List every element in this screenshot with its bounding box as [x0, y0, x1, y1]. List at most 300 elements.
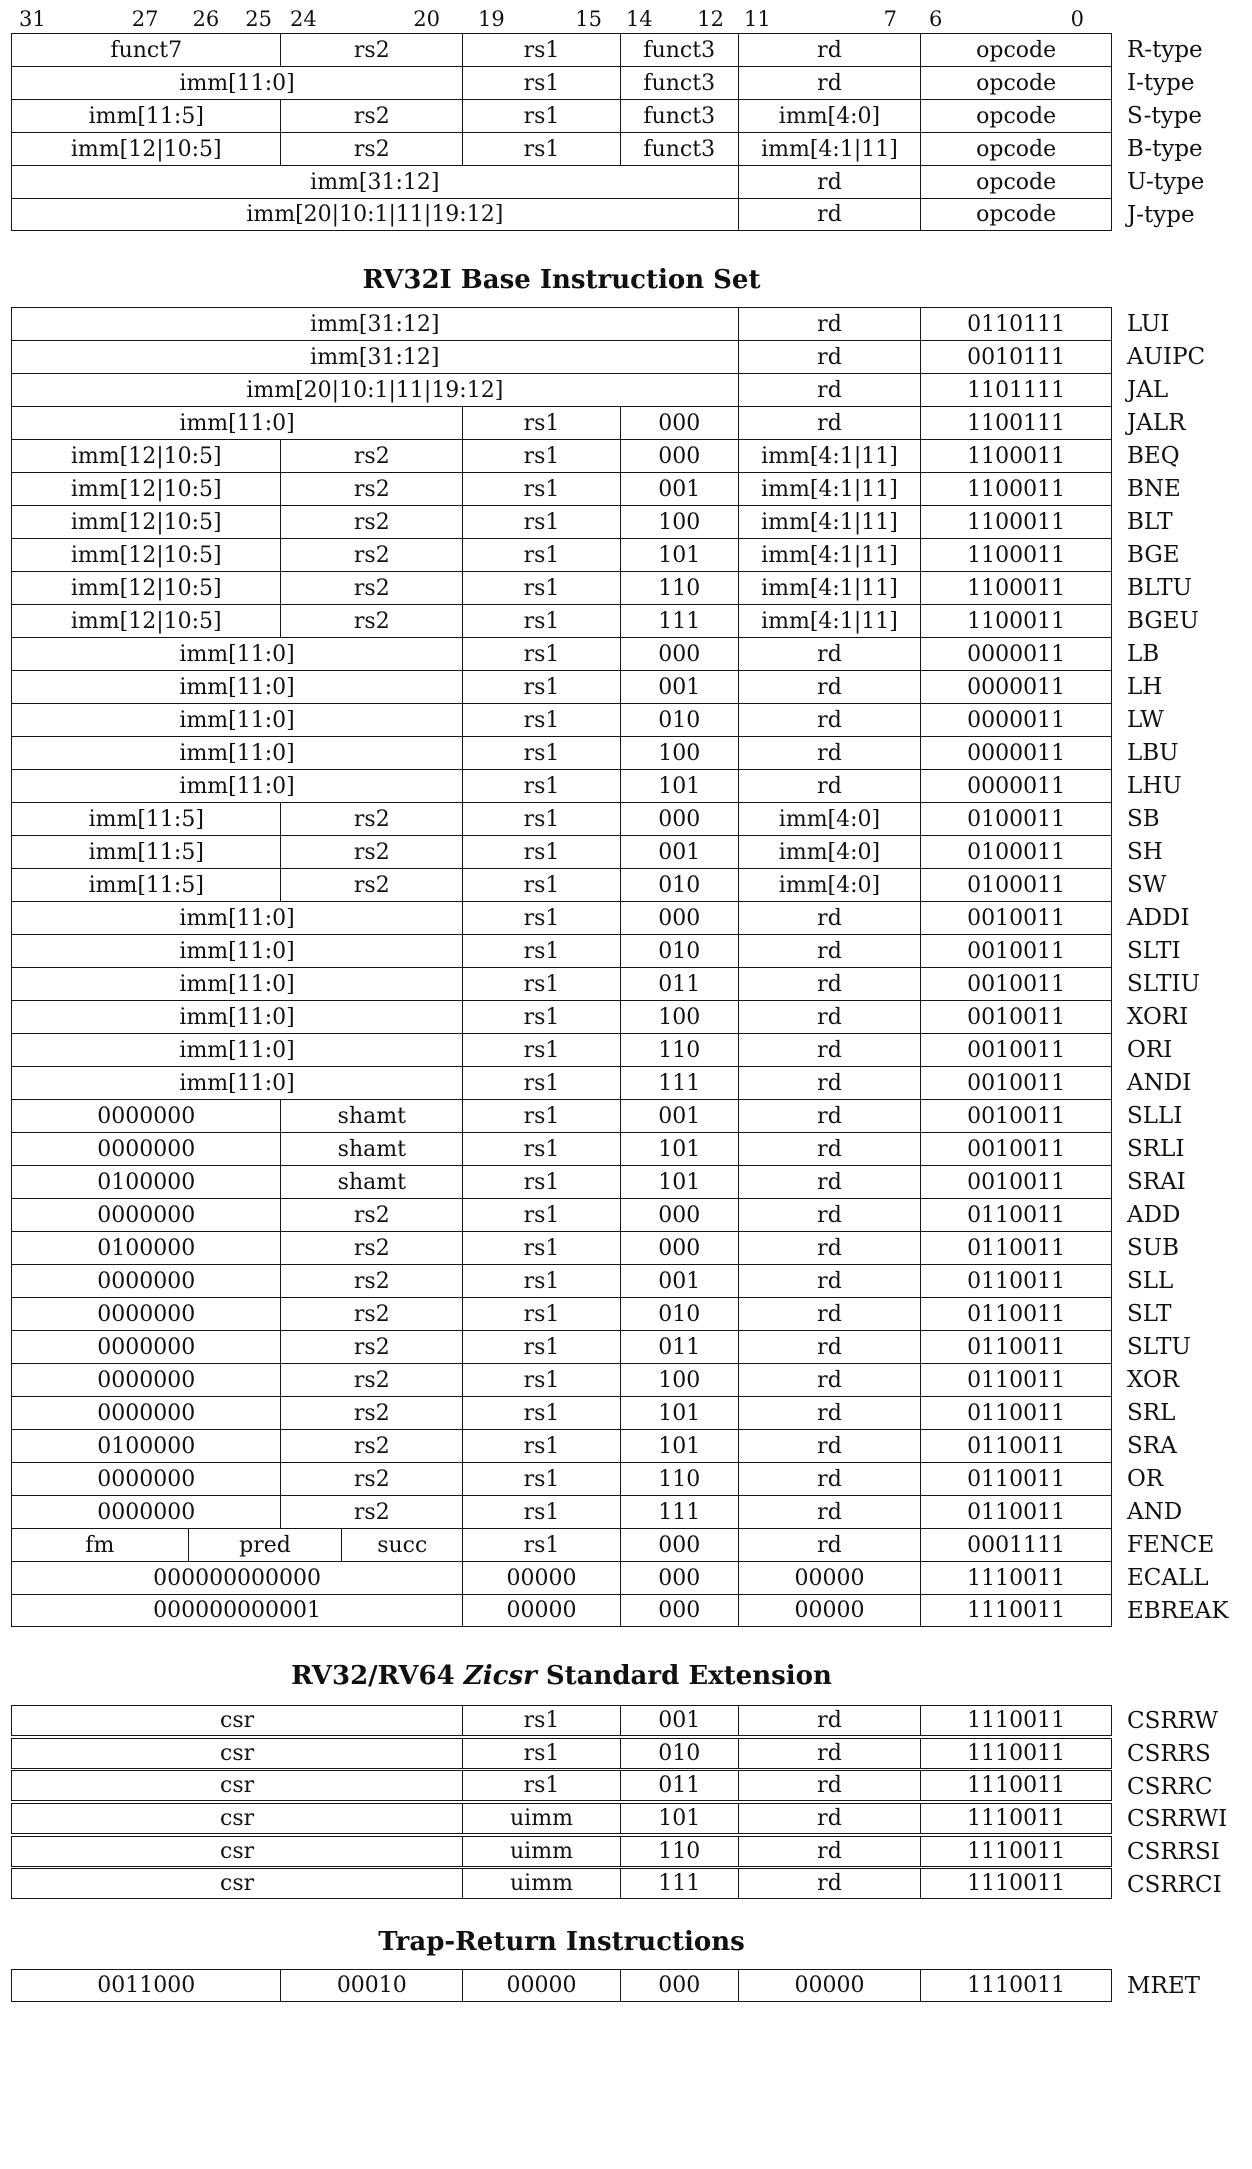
encoding-fields	[11, 538, 1112, 571]
instruction-row-LBU	[11, 736, 1179, 769]
field-c4: 111	[620, 1067, 738, 1099]
row-label: LH	[1127, 673, 1163, 700]
field-c1: imm[12|10:5]	[70, 136, 222, 162]
encoding-fields	[11, 1330, 1112, 1363]
bit-label-15: 15	[575, 7, 602, 31]
encoding-fields	[11, 571, 1112, 604]
row-label: BLTU	[1127, 574, 1193, 601]
field-c3: rs1	[462, 506, 620, 538]
title-prefix: RV32/RV64	[291, 1661, 464, 1691]
instruction-row-AND	[11, 1495, 1183, 1528]
field-c3: rs1	[462, 473, 620, 505]
encoding-fields	[11, 340, 1112, 373]
row-label: OR	[1127, 1465, 1164, 1492]
field-c4: 000	[620, 902, 738, 934]
field-c12: csr	[220, 1806, 255, 1832]
encoding-fields	[11, 1561, 1112, 1594]
field-c1: imm[12|10:5]	[70, 608, 222, 634]
bit-label-26: 26	[192, 7, 220, 31]
field-c6: 0110111	[920, 308, 1111, 340]
field-c6: 0001111	[920, 1529, 1111, 1561]
field-c5: rd	[738, 1001, 921, 1033]
encoding-fields	[11, 307, 1112, 340]
rv32i-table	[11, 307, 1229, 1627]
field-c6: 0010011	[920, 935, 1111, 967]
field-c6: 1100011	[920, 473, 1111, 505]
field-c1: 0000000	[97, 1103, 196, 1129]
field-c3: rs1	[462, 133, 620, 165]
row-label: CSRRCI	[1127, 1871, 1222, 1898]
field-c6: 0000011	[920, 737, 1111, 769]
rv32i-base-section	[11, 265, 1252, 1627]
field-c4: 101	[620, 1430, 738, 1462]
field-c5: imm[4:0]	[738, 836, 921, 868]
field-c4: 000	[620, 440, 738, 472]
field-c6: 0010011	[920, 1166, 1111, 1198]
field-c2: rs2	[280, 1265, 462, 1297]
row-label: XORI	[1127, 1003, 1189, 1030]
encoding-fields	[11, 1429, 1112, 1462]
field-c2: rs2	[280, 1496, 462, 1528]
field-c6: 1110011	[920, 1562, 1111, 1594]
field-c12: imm[11:0]	[179, 938, 295, 964]
instruction-row-LH	[11, 670, 1163, 703]
bit-header-col1	[11, 6, 280, 32]
field-c4: 110	[620, 1837, 738, 1866]
field-c3: rs1	[462, 1397, 620, 1429]
instruction-row-BLT	[11, 505, 1173, 538]
bit-label-25: 25	[245, 7, 272, 31]
row-label: LW	[1127, 706, 1164, 733]
field-c2: rs2	[280, 869, 462, 901]
encoding-fields	[11, 132, 1112, 165]
instruction-row-LB	[11, 637, 1160, 670]
field-c5: imm[4:1|11]	[738, 133, 921, 165]
field-c2: rs2	[280, 803, 462, 835]
instruction-row-BGE	[11, 538, 1180, 571]
field-c5: imm[4:1|11]	[738, 506, 921, 538]
encoding-fields	[11, 1033, 1112, 1066]
field-c2: rs2	[280, 1331, 462, 1363]
trap-title	[11, 1927, 1112, 1957]
field-c12: csr	[220, 1708, 255, 1733]
title-italic-word: Zicsr	[463, 1661, 537, 1691]
encoding-fields	[11, 934, 1112, 967]
row-label: SUB	[1127, 1234, 1180, 1261]
instruction-row-SRAI	[11, 1165, 1186, 1198]
format-row-S-type	[11, 99, 1202, 132]
field-c12: imm[11:0]	[179, 971, 295, 997]
encoding-fields	[11, 1396, 1112, 1429]
field-c4: 000	[620, 1232, 738, 1264]
row-label: SRAI	[1127, 1168, 1186, 1195]
encoding-fields	[11, 198, 1112, 231]
bit-label-19: 19	[477, 7, 505, 31]
field-c3: rs1	[462, 34, 620, 66]
field-c6: 0110011	[920, 1397, 1111, 1429]
field-c1: imm[12|10:5]	[70, 509, 222, 535]
encoding-fields	[11, 1165, 1112, 1198]
row-label: ADD	[1127, 1201, 1181, 1228]
field-c6: 0010011	[920, 1001, 1111, 1033]
field-c5: imm[4:1|11]	[738, 473, 921, 505]
bit-position-header	[11, 6, 1112, 32]
encoding-fields	[11, 1495, 1112, 1528]
encoding-fields	[11, 802, 1112, 835]
rv32i-title	[11, 265, 1112, 295]
field-c5: rd	[738, 1100, 921, 1132]
zicsr-title	[11, 1661, 1112, 1691]
field-c6: 0110011	[920, 1265, 1111, 1297]
field-c2: rs2	[280, 506, 462, 538]
bit-label-24: 24	[289, 7, 317, 31]
field-c12: imm[11:0]	[179, 410, 295, 436]
instruction-row-LW	[11, 703, 1164, 736]
field-c3: rs1	[462, 1364, 620, 1396]
field-c5: imm[4:1|11]	[738, 440, 921, 472]
instruction-row-OR	[11, 1462, 1164, 1495]
trap-table	[11, 1969, 1200, 2002]
field-c3: rs1	[462, 407, 620, 439]
field-c6: 0110011	[920, 1331, 1111, 1363]
row-label: LBU	[1127, 739, 1179, 766]
instruction-row-LHU	[11, 769, 1182, 802]
field-c4: 100	[620, 1001, 738, 1033]
instruction-row-SRLI	[11, 1132, 1185, 1165]
field-c3: uimm	[462, 1804, 620, 1833]
bit-label-27: 27	[131, 7, 159, 31]
row-label: ORI	[1127, 1036, 1173, 1063]
encoding-fields	[11, 967, 1112, 1000]
field-c5: 00000	[738, 1970, 921, 2001]
instruction-row-SB	[11, 802, 1160, 835]
encoding-fields	[11, 1198, 1112, 1231]
field-c4: 000	[620, 803, 738, 835]
field-c6: opcode	[920, 199, 1111, 230]
field-c12: imm[11:0]	[179, 70, 295, 96]
field-c5: imm[4:0]	[738, 100, 921, 132]
field-c2: 00010	[280, 1970, 462, 2001]
field-c3: rs1	[462, 1100, 620, 1132]
format-row-R-type	[11, 33, 1203, 66]
field-c3: rs1	[462, 968, 620, 1000]
row-label: LHU	[1127, 772, 1182, 799]
row-label: SW	[1127, 871, 1167, 898]
field-c2: shamt	[280, 1100, 462, 1132]
field-c14: imm[31:12]	[310, 344, 440, 370]
field-c1: imm[12|10:5]	[70, 443, 222, 469]
field-c3: uimm	[462, 1869, 620, 1898]
field-c6: 1110011	[920, 1869, 1111, 1898]
field-c6: 1100011	[920, 506, 1111, 538]
encoding-fields	[11, 1969, 1112, 2002]
field-c6: 0010011	[920, 1067, 1111, 1099]
field-c3: rs1	[462, 1001, 620, 1033]
encoding-fields	[11, 1066, 1112, 1099]
field-c5: rd	[738, 737, 921, 769]
field-c14: imm[31:12]	[310, 311, 440, 337]
field-c4: 001	[620, 671, 738, 703]
field-c2: shamt	[280, 1166, 462, 1198]
field-c12: csr	[220, 1740, 255, 1766]
row-label: CSRRS	[1127, 1741, 1211, 1768]
field-c12: csr	[220, 1773, 255, 1799]
field-c12: imm[11:0]	[179, 707, 295, 733]
row-label: JAL	[1127, 376, 1169, 403]
field-c5: rd	[738, 1739, 921, 1768]
field-c1: 0000000	[97, 1334, 196, 1360]
field-c4: funct3	[620, 133, 738, 165]
field-c4: 000	[620, 1529, 738, 1561]
row-label: I-type	[1127, 69, 1195, 96]
bit-label-31: 31	[19, 7, 46, 31]
formats-table	[11, 33, 1205, 231]
instruction-row-SW	[11, 868, 1167, 901]
field-c4: 010	[620, 704, 738, 736]
field-c4: 000	[620, 1595, 738, 1626]
field-c14: imm[20|10:1|11|19:12]	[246, 377, 504, 403]
field-c6: 1100111	[920, 407, 1111, 439]
bit-label-20: 20	[413, 7, 440, 31]
instruction-row-SRL	[11, 1396, 1176, 1429]
field-c6: 0000011	[920, 770, 1111, 802]
field-c5: rd	[738, 1837, 921, 1866]
field-c3: rs1	[462, 737, 620, 769]
field-c14: imm[20|10:1|11|19:12]	[246, 202, 504, 227]
encoding-fields	[11, 99, 1112, 132]
row-label: MRET	[1127, 1972, 1200, 1999]
bit-header-col4	[620, 6, 738, 32]
encoding-fields	[11, 868, 1112, 901]
field-c4: 101	[620, 1133, 738, 1165]
field-c4: 010	[620, 869, 738, 901]
row-label: BNE	[1127, 475, 1181, 502]
field-c2: rs2	[280, 539, 462, 571]
field-c12: imm[11:0]	[179, 1004, 295, 1030]
field-c1: 0000000	[97, 1499, 196, 1525]
field-c4: 010	[620, 1298, 738, 1330]
row-label: BEQ	[1127, 442, 1180, 469]
instruction-row-XORI	[11, 1000, 1189, 1033]
field-c3: uimm	[462, 1837, 620, 1866]
field-c6: 0100011	[920, 869, 1111, 901]
field-c2: rs2	[280, 1397, 462, 1429]
field-c6: 1100011	[920, 605, 1111, 637]
instruction-row-BNE	[11, 472, 1181, 505]
encoding-fields	[11, 637, 1112, 670]
instruction-row-SLTI	[11, 934, 1181, 967]
field-c1: 0011000	[97, 1973, 196, 1999]
field-c6: opcode	[920, 34, 1111, 66]
row-label: EBREAK	[1127, 1597, 1229, 1624]
row-label: SB	[1127, 805, 1160, 832]
field-c3: rs1	[462, 671, 620, 703]
field-c4: 111	[620, 1869, 738, 1898]
field-c4: 000	[620, 638, 738, 670]
field-c14: imm[31:12]	[310, 169, 440, 195]
field-c1: 0000000	[97, 1301, 196, 1327]
field-c4: 111	[620, 605, 738, 637]
field-c1: 0000000	[97, 1202, 196, 1228]
encoding-fields	[11, 1868, 1112, 1899]
instruction-row-BGEU	[11, 604, 1199, 637]
field-c5: rd	[738, 341, 921, 373]
field-c4: 110	[620, 572, 738, 604]
field-c3: rs1	[462, 1496, 620, 1528]
field-c12: csr	[220, 1871, 255, 1897]
bit-label-14: 14	[625, 7, 653, 31]
field-c1: 0000000	[97, 1268, 196, 1294]
title-suffix: Standard Extension	[536, 1661, 832, 1691]
field-c5: rd	[738, 1199, 921, 1231]
encoding-fields	[11, 33, 1112, 66]
field-c5: rd	[738, 1331, 921, 1363]
format-row-B-type	[11, 132, 1203, 165]
row-label: SLTU	[1127, 1333, 1191, 1360]
field-c6: 0110011	[920, 1364, 1111, 1396]
instruction-row-LUI	[11, 307, 1170, 340]
field-c4: 010	[620, 935, 738, 967]
encoding-fields	[11, 505, 1112, 538]
encoding-fields	[11, 439, 1112, 472]
row-label: SRA	[1127, 1432, 1177, 1459]
field-c6: opcode	[920, 133, 1111, 165]
encoding-fields	[11, 1770, 1112, 1801]
field-c5: rd	[738, 166, 921, 198]
instruction-row-SLLI	[11, 1099, 1183, 1132]
bit-label-12: 12	[697, 7, 724, 31]
field-c5: rd	[738, 1067, 921, 1099]
field-c6: 1100011	[920, 572, 1111, 604]
field-c6: 1110011	[920, 1837, 1111, 1866]
field-c6: 0010111	[920, 341, 1111, 373]
field-c3: rs1	[462, 1166, 620, 1198]
field-c4: 000	[620, 407, 738, 439]
row-label: CSRRWI	[1127, 1806, 1228, 1833]
field-c6: 1101111	[920, 374, 1111, 406]
instruction-row-CSRRCI	[11, 1868, 1222, 1901]
field-c3: 00000	[462, 1562, 620, 1594]
encoding-fields	[11, 1462, 1112, 1495]
row-label: ADDI	[1127, 904, 1190, 931]
field-c3: rs1	[462, 1430, 620, 1462]
field-c4: 110	[620, 1463, 738, 1495]
field-c3: rs1	[462, 67, 620, 99]
title-text: Trap-Return Instructions	[378, 1927, 745, 1958]
instruction-row-ADD	[11, 1198, 1181, 1231]
bit-header-col5	[738, 6, 921, 32]
bit-label-11: 11	[743, 7, 771, 31]
instruction-row-SH	[11, 835, 1163, 868]
field-c1: 0100000	[97, 1433, 196, 1459]
field-c5: imm[4:1|11]	[738, 572, 921, 604]
field-c2: rs2	[280, 1199, 462, 1231]
field-c5: rd	[738, 1034, 921, 1066]
field-c6: 0010011	[920, 902, 1111, 934]
row-label: SLTI	[1127, 937, 1181, 964]
field-c6: opcode	[920, 67, 1111, 99]
field-c6: 0010011	[920, 968, 1111, 1000]
field-c6: opcode	[920, 166, 1111, 198]
field-c5: rd	[738, 1529, 921, 1561]
field-c4: funct3	[620, 67, 738, 99]
row-label: SRL	[1127, 1399, 1176, 1426]
field-c4: 011	[620, 1331, 738, 1363]
field-c3: rs1	[462, 539, 620, 571]
field-c4: 011	[620, 1771, 738, 1800]
field-c12: imm[11:0]	[179, 773, 295, 799]
field-c3: rs1	[462, 1706, 620, 1735]
field-c2: rs2	[280, 34, 462, 66]
field-c1: 0100000	[97, 1169, 196, 1195]
field-c5: rd	[738, 1166, 921, 1198]
format-row-U-type	[11, 165, 1205, 198]
field-c2: rs2	[280, 473, 462, 505]
row-label: SLL	[1127, 1267, 1174, 1294]
field-c12: imm[11:0]	[179, 1070, 295, 1096]
field-c3: rs1	[462, 1199, 620, 1231]
instruction-row-CSRRS	[11, 1738, 1211, 1771]
field-c6: 0110011	[920, 1496, 1111, 1528]
field-c5: imm[4:1|11]	[738, 605, 921, 637]
field-c6: 1110011	[920, 1970, 1111, 2001]
encoding-fields	[11, 604, 1112, 637]
field-c5: rd	[738, 1265, 921, 1297]
field-c1: imm[11:5]	[88, 806, 204, 832]
field-c3: rs1	[462, 770, 620, 802]
field-c3: rs1	[462, 803, 620, 835]
field-c4: 000	[620, 1199, 738, 1231]
instruction-row-EBREAK	[11, 1594, 1229, 1627]
encoding-fields	[11, 1705, 1112, 1736]
field-c5: rd	[738, 1298, 921, 1330]
instruction-row-SLTIU	[11, 967, 1200, 1000]
field-c6: 1110011	[920, 1595, 1111, 1626]
encoding-fields	[11, 1132, 1112, 1165]
field-c5: rd	[738, 407, 921, 439]
instruction-row-ECALL	[11, 1561, 1209, 1594]
format-row-I-type	[11, 66, 1195, 99]
field-c6: 1110011	[920, 1771, 1111, 1800]
instruction-row-ANDI	[11, 1066, 1192, 1099]
instruction-row-SRA	[11, 1429, 1177, 1462]
encoding-fields	[11, 769, 1112, 802]
field-c6: 0010011	[920, 1034, 1111, 1066]
field-fm: fm	[85, 1532, 115, 1558]
instruction-row-CSRRWI	[11, 1803, 1228, 1836]
encoding-fields	[11, 373, 1112, 406]
field-c5: rd	[738, 374, 921, 406]
zicsr-extension-section	[11, 1661, 1252, 1901]
field-c4: 001	[620, 473, 738, 505]
row-label: BGEU	[1127, 607, 1199, 634]
field-c12: imm[11:0]	[179, 740, 295, 766]
row-label: R-type	[1127, 36, 1203, 63]
field-c4: 101	[620, 1397, 738, 1429]
instruction-row-SLT	[11, 1297, 1172, 1330]
field-c12: imm[11:0]	[179, 1037, 295, 1063]
bit-header-col6	[921, 6, 1112, 32]
field-c5: rd	[738, 1869, 921, 1898]
field-c5: rd	[738, 308, 921, 340]
field-c1: 0000000	[97, 1466, 196, 1492]
field-c3: rs1	[462, 638, 620, 670]
field-c2: rs2	[280, 1232, 462, 1264]
encoding-fields	[11, 1264, 1112, 1297]
field-c4: 101	[620, 770, 738, 802]
field-c4: 011	[620, 968, 738, 1000]
instruction-row-SUB	[11, 1231, 1180, 1264]
